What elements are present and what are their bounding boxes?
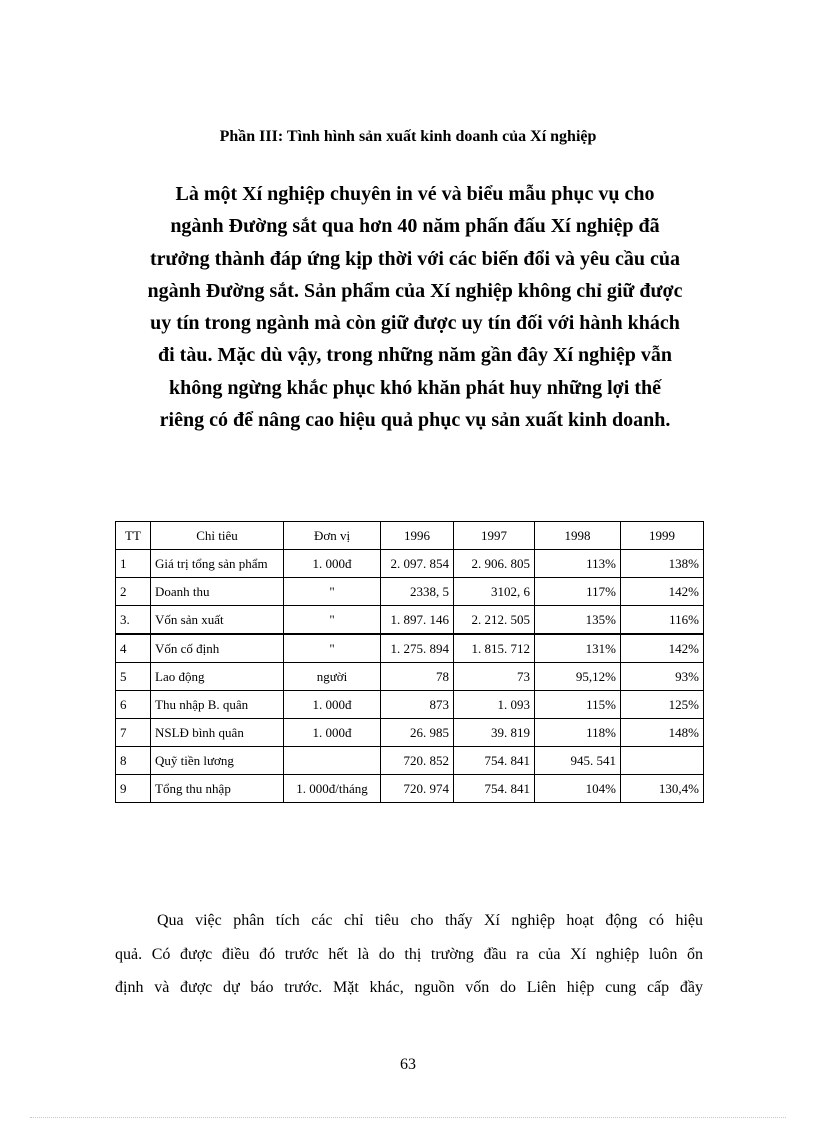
cell-1996: 2338, 5 bbox=[381, 578, 454, 606]
cell-1999: 93% bbox=[621, 663, 704, 691]
table-row bbox=[116, 719, 704, 747]
cell-unit: người bbox=[284, 663, 381, 691]
cell-indicator: NSLĐ bình quân bbox=[151, 719, 284, 747]
cell-unit: 1. 000đ bbox=[284, 691, 381, 719]
cell-index: 6 bbox=[116, 691, 151, 719]
cell-index: 8 bbox=[116, 747, 151, 775]
paragraph-line: Qua việc phân tích các chỉ tiêu cho thấy Xí nghiệp hoạt động có hiệu bbox=[157, 912, 703, 929]
page-number: 63 bbox=[400, 1056, 416, 1073]
cell-1996: 78 bbox=[381, 663, 454, 691]
table-row bbox=[116, 691, 704, 719]
column-header: 1999 bbox=[621, 522, 704, 550]
cell-1998: 118% bbox=[535, 719, 621, 747]
cell-indicator: Lao động bbox=[151, 663, 284, 691]
indicators-table bbox=[115, 521, 704, 803]
cell-indicator: Quỹ tiền lương bbox=[151, 747, 284, 775]
cell-index: 3. bbox=[116, 606, 151, 635]
cell-1998: 104% bbox=[535, 775, 621, 803]
cell-1997: 1. 815. 712 bbox=[454, 634, 535, 663]
cell-unit: 1. 000đ bbox=[284, 550, 381, 578]
column-header: 1998 bbox=[535, 522, 621, 550]
cell-1996: 720. 974 bbox=[381, 775, 454, 803]
table-row bbox=[116, 775, 704, 803]
cell-index: 2 bbox=[116, 578, 151, 606]
intro-line: ngành Đường sắt qua hơn 40 năm phấn đấu Xí nghiệp đã bbox=[170, 215, 660, 238]
intro-line: trưởng thành đáp ứng kịp thời với các biến đổi và yêu cầu của bbox=[149, 247, 681, 270]
cell-1998: 115% bbox=[535, 691, 621, 719]
analysis-paragraph bbox=[115, 904, 703, 1005]
cell-unit: 1. 000đ bbox=[284, 719, 381, 747]
cell-1996: 720. 852 bbox=[381, 747, 454, 775]
cell-1999: 148% bbox=[621, 719, 704, 747]
column-header: TT bbox=[116, 522, 151, 550]
cell-1997: 3102, 6 bbox=[454, 578, 535, 606]
table-row bbox=[116, 663, 704, 691]
cell-indicator: Vốn sản xuất bbox=[151, 606, 284, 635]
intro-line: Là một Xí nghiệp chuyên in vé và biểu mẫu phục vụ cho bbox=[175, 183, 655, 205]
cell-1998: 945. 541 bbox=[535, 747, 621, 775]
cell-1998: 95,12% bbox=[535, 663, 621, 691]
cell-1997: 73 bbox=[454, 663, 535, 691]
cell-1998: 117% bbox=[535, 578, 621, 606]
cell-1999: 130,4% bbox=[621, 775, 704, 803]
cell-1999: 116% bbox=[621, 606, 704, 635]
cell-1996: 1. 897. 146 bbox=[381, 606, 454, 635]
section-heading: Phần III: Tình hình sản xuất kinh doanh của Xí nghiệp bbox=[219, 128, 597, 145]
intro-line: ngành Đường sắt. Sản phẩm của Xí nghiệp không chỉ giữ được bbox=[147, 279, 683, 302]
cell-1999: 142% bbox=[621, 634, 704, 663]
cell-1997: 2. 212. 505 bbox=[454, 606, 535, 635]
cell-1997: 754. 841 bbox=[454, 775, 535, 803]
page-bottom-rule bbox=[30, 1117, 786, 1118]
intro-line: không ngừng khắc phục khó khăn phát huy những lợi thế bbox=[169, 376, 661, 399]
cell-1996: 26. 985 bbox=[381, 719, 454, 747]
column-header: 1997 bbox=[454, 522, 535, 550]
cell-index: 5 bbox=[116, 663, 151, 691]
table-row bbox=[116, 578, 704, 606]
paragraph-line: định và được dự báo trước. Mặt khác, nguồn vốn do Liên hiệp cung cấp đầy bbox=[115, 979, 703, 996]
intro-line: đi tàu. Mặc dù vậy, trong những năm gần đây Xí nghiệp vẫn bbox=[158, 344, 672, 367]
cell-1997: 754. 841 bbox=[454, 747, 535, 775]
cell-indicator: Tổng thu nhập bbox=[151, 775, 284, 803]
cell-indicator: Doanh thu bbox=[151, 578, 284, 606]
table-row bbox=[116, 606, 704, 635]
table-row bbox=[116, 747, 704, 775]
cell-1998: 113% bbox=[535, 550, 621, 578]
cell-unit: 1. 000đ/tháng bbox=[284, 775, 381, 803]
table-row bbox=[116, 634, 704, 663]
cell-indicator: Thu nhập B. quân bbox=[151, 691, 284, 719]
cell-index: 9 bbox=[116, 775, 151, 803]
column-header: Đơn vị bbox=[284, 522, 381, 550]
cell-unit: " bbox=[284, 578, 381, 606]
column-header: 1996 bbox=[381, 522, 454, 550]
cell-1996: 2. 097. 854 bbox=[381, 550, 454, 578]
cell-unit bbox=[284, 747, 381, 775]
intro-paragraph bbox=[120, 178, 710, 436]
cell-1997: 39. 819 bbox=[454, 719, 535, 747]
cell-1999: 125% bbox=[621, 691, 704, 719]
cell-1998: 131% bbox=[535, 634, 621, 663]
cell-1999: 142% bbox=[621, 578, 704, 606]
cell-unit: " bbox=[284, 606, 381, 635]
cell-indicator: Vốn cố định bbox=[151, 634, 284, 663]
cell-1999 bbox=[621, 747, 704, 775]
cell-1996: 1. 275. 894 bbox=[381, 634, 454, 663]
table-row bbox=[116, 550, 704, 578]
cell-1997: 1. 093 bbox=[454, 691, 535, 719]
cell-unit: " bbox=[284, 634, 381, 663]
cell-1996: 873 bbox=[381, 691, 454, 719]
cell-index: 1 bbox=[116, 550, 151, 578]
cell-index: 7 bbox=[116, 719, 151, 747]
cell-1998: 135% bbox=[535, 606, 621, 635]
cell-1997: 2. 906. 805 bbox=[454, 550, 535, 578]
table-header-row bbox=[116, 522, 704, 550]
cell-index: 4 bbox=[116, 634, 151, 663]
intro-line: riêng có để nâng cao hiệu quả phục vụ sản xuất kinh doanh. bbox=[159, 409, 671, 432]
column-header: Chỉ tiêu bbox=[151, 522, 284, 550]
intro-line: uy tín trong ngành mà còn giữ được uy tín đối với hành khách bbox=[150, 312, 680, 335]
cell-indicator: Giá trị tổng sản phẩm bbox=[151, 550, 284, 578]
paragraph-line: quả. Có được điều đó trước hết là do thị trường đầu ra của Xí nghiệp luôn ổn bbox=[115, 945, 703, 963]
cell-1999: 138% bbox=[621, 550, 704, 578]
